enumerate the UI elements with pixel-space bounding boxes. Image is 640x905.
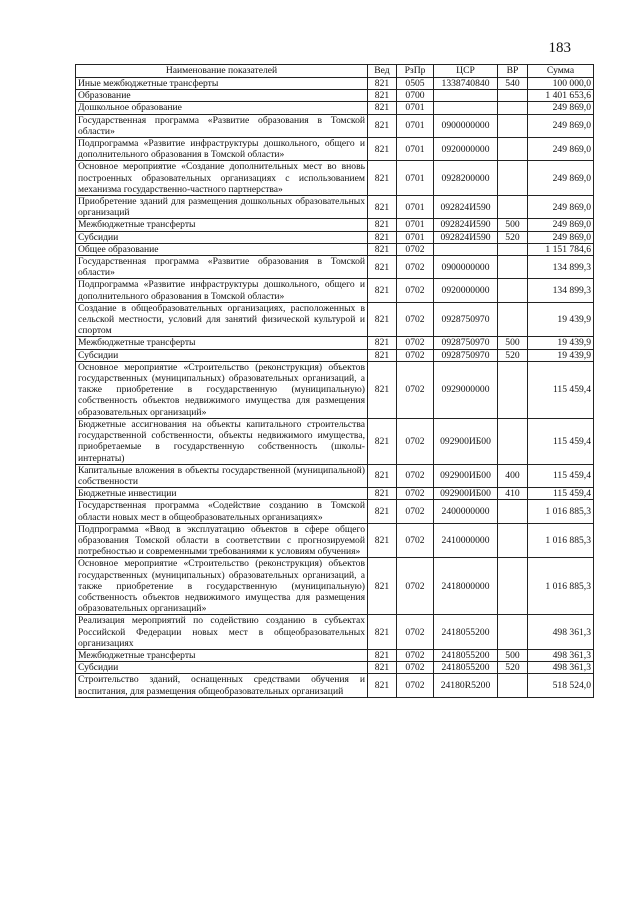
cell-rzpr: 0702 [397, 649, 434, 661]
cell-name: Подпрограмма «Развитие инфраструктуры дошкольного, общего и дополнительного образования в Томской области» [76, 279, 368, 302]
cell-vr [498, 161, 528, 196]
cell-rzpr: 0701 [397, 219, 434, 231]
cell-name: Субсидии [76, 231, 368, 243]
cell-sum: 115 459,4 [528, 464, 594, 487]
cell-ved: 821 [368, 114, 397, 137]
cell-vr [498, 102, 528, 114]
cell-sum: 115 459,4 [528, 418, 594, 464]
cell-rzpr: 0702 [397, 500, 434, 523]
cell-sum: 1 016 885,3 [528, 523, 594, 558]
cell-sum: 249 869,0 [528, 196, 594, 219]
cell-name: Основное мероприятие «Строительство (реконструкция) объектов государственных (муниципальных) образовательных организаций, а также приобретение в государственную (муниципальную) собственность объектов недвижимого имущества для размещения образовательных организаций» [76, 361, 368, 418]
cell-ved: 821 [368, 219, 397, 231]
cell-sum: 249 869,0 [528, 114, 594, 137]
cell-name: Межбюджетные трансферты [76, 649, 368, 661]
cell-rzpr: 0701 [397, 114, 434, 137]
cell-name: Капитальные вложения в объекты государственной (муниципальной) собственности [76, 464, 368, 487]
cell-rzpr: 0505 [397, 78, 434, 90]
cell-sum: 249 869,0 [528, 102, 594, 114]
cell-sum: 249 869,0 [528, 161, 594, 196]
table-row [76, 102, 594, 114]
cell-rzpr: 0700 [397, 90, 434, 102]
cell-vr: 500 [498, 649, 528, 661]
cell-csr: 2418000000 [434, 558, 498, 615]
cell-vr [498, 418, 528, 464]
cell-sum: 249 869,0 [528, 231, 594, 243]
table-row [76, 500, 594, 523]
cell-sum: 1 151 784,6 [528, 243, 594, 255]
cell-csr: 2400000000 [434, 500, 498, 523]
cell-name: Приобретение зданий для размещения дошкольных образовательных организаций [76, 196, 368, 219]
cell-csr: 092824И590 [434, 231, 498, 243]
header-ved: Вед [368, 65, 397, 78]
cell-name: Государственная программа «Содействие созданию в Томской области новых мест в общеобразовательных организациях» [76, 500, 368, 523]
cell-name: Государственная программа «Развитие образования в Томской области» [76, 114, 368, 137]
cell-vr [498, 615, 528, 650]
cell-vr [498, 523, 528, 558]
cell-rzpr: 0702 [397, 662, 434, 674]
cell-name: Образование [76, 90, 368, 102]
header-vr: ВР [498, 65, 528, 78]
cell-csr: 1338740840 [434, 78, 498, 90]
cell-vr [498, 90, 528, 102]
cell-sum: 498 361,3 [528, 649, 594, 661]
cell-rzpr: 0702 [397, 302, 434, 337]
cell-vr: 520 [498, 662, 528, 674]
cell-vr: 540 [498, 78, 528, 90]
cell-vr: 500 [498, 337, 528, 349]
cell-name: Государственная программа «Развитие образования в Томской области» [76, 256, 368, 279]
cell-csr: 0928750970 [434, 302, 498, 337]
cell-ved: 821 [368, 243, 397, 255]
cell-sum: 19 439,9 [528, 302, 594, 337]
cell-rzpr: 0701 [397, 102, 434, 114]
cell-rzpr: 0702 [397, 361, 434, 418]
budget-table [75, 64, 594, 698]
cell-sum: 249 869,0 [528, 219, 594, 231]
cell-sum: 1 401 653,6 [528, 90, 594, 102]
cell-csr: 2410000000 [434, 523, 498, 558]
cell-name: Строительство зданий, оснащенных средствами обучения и воспитания, для размещения общеобразовательных организаций [76, 674, 368, 697]
cell-csr: 092900ИБ00 [434, 418, 498, 464]
cell-name: Основное мероприятие «Строительство (реконструкция) объектов государственных (муниципальных) образовательных организаций, а также приобретение в государственную (муниципальную) собственность объектов недвижимого имущества для размещения образовательных организаций» [76, 558, 368, 615]
table-row [76, 78, 594, 90]
cell-csr: 092824И590 [434, 196, 498, 219]
table-row [76, 488, 594, 500]
cell-rzpr: 0702 [397, 243, 434, 255]
cell-vr [498, 256, 528, 279]
cell-name: Иные межбюджетные трансферты [76, 78, 368, 90]
cell-rzpr: 0702 [397, 256, 434, 279]
cell-csr [434, 102, 498, 114]
cell-ved: 821 [368, 78, 397, 90]
cell-csr [434, 243, 498, 255]
cell-sum: 115 459,4 [528, 361, 594, 418]
table-body [76, 78, 594, 698]
cell-rzpr: 0702 [397, 279, 434, 302]
cell-csr: 0928200000 [434, 161, 498, 196]
cell-ved: 821 [368, 418, 397, 464]
cell-rzpr: 0701 [397, 161, 434, 196]
cell-sum: 100 000,0 [528, 78, 594, 90]
cell-csr: 0920000000 [434, 279, 498, 302]
cell-sum: 518 524,0 [528, 674, 594, 697]
cell-csr: 24180R5200 [434, 674, 498, 697]
cell-sum: 19 439,9 [528, 337, 594, 349]
table-row [76, 418, 594, 464]
header-sum: Сумма [528, 65, 594, 78]
cell-vr [498, 279, 528, 302]
cell-name: Бюджетные ассигнования на объекты капитального строительства государственной собственности, объекты недвижимого имущества, приобретаемые в государственную собственность (школы-интернаты) [76, 418, 368, 464]
cell-ved: 821 [368, 161, 397, 196]
cell-csr: 092824И590 [434, 219, 498, 231]
cell-ved: 821 [368, 90, 397, 102]
cell-vr: 410 [498, 488, 528, 500]
cell-csr: 2418055200 [434, 615, 498, 650]
cell-sum: 249 869,0 [528, 138, 594, 161]
table-row [76, 615, 594, 650]
header-rzpr: РзПр [397, 65, 434, 78]
table-row [76, 279, 594, 302]
table-row [76, 302, 594, 337]
cell-sum: 19 439,9 [528, 349, 594, 361]
cell-ved: 821 [368, 361, 397, 418]
cell-vr: 520 [498, 349, 528, 361]
table-row [76, 256, 594, 279]
cell-ved: 821 [368, 231, 397, 243]
cell-ved: 821 [368, 464, 397, 487]
cell-csr: 0900000000 [434, 114, 498, 137]
cell-name: Межбюджетные трансферты [76, 219, 368, 231]
cell-name: Подпрограмма «Ввод в эксплуатацию объектов в сфере общего образования Томской области в соответствии с прогнозируемой потребностью и современными требованиями к условиям обучения» [76, 523, 368, 558]
table-row [76, 114, 594, 137]
cell-vr [498, 500, 528, 523]
cell-sum: 1 016 885,3 [528, 500, 594, 523]
cell-ved: 821 [368, 523, 397, 558]
table-header-row [76, 65, 594, 78]
cell-name: Подпрограмма «Развитие инфраструктуры дошкольного, общего и дополнительного образования в Томской области» [76, 138, 368, 161]
cell-ved: 821 [368, 649, 397, 661]
cell-csr: 092900ИБ00 [434, 488, 498, 500]
table-row [76, 138, 594, 161]
cell-vr: 400 [498, 464, 528, 487]
cell-name: Дошкольное образование [76, 102, 368, 114]
cell-ved: 821 [368, 488, 397, 500]
cell-rzpr: 0701 [397, 231, 434, 243]
table-row [76, 523, 594, 558]
cell-vr [498, 302, 528, 337]
table-row [76, 337, 594, 349]
cell-rzpr: 0702 [397, 488, 434, 500]
cell-ved: 821 [368, 102, 397, 114]
cell-name: Общее образование [76, 243, 368, 255]
cell-sum: 134 899,3 [528, 256, 594, 279]
table-row [76, 196, 594, 219]
table-row [76, 349, 594, 361]
cell-rzpr: 0702 [397, 464, 434, 487]
cell-ved: 821 [368, 138, 397, 161]
table-row [76, 231, 594, 243]
cell-vr: 520 [498, 231, 528, 243]
cell-ved: 821 [368, 674, 397, 697]
cell-csr: 0929000000 [434, 361, 498, 418]
cell-vr [498, 138, 528, 161]
table-row [76, 90, 594, 102]
cell-csr: 0928750970 [434, 349, 498, 361]
cell-sum: 498 361,3 [528, 615, 594, 650]
cell-vr [498, 674, 528, 697]
cell-sum: 134 899,3 [528, 279, 594, 302]
cell-name: Межбюджетные трансферты [76, 337, 368, 349]
page-number: 183 [548, 40, 571, 56]
cell-csr: 0900000000 [434, 256, 498, 279]
cell-sum: 498 361,3 [528, 662, 594, 674]
cell-ved: 821 [368, 500, 397, 523]
cell-vr [498, 196, 528, 219]
cell-csr: 2418055200 [434, 662, 498, 674]
cell-rzpr: 0702 [397, 615, 434, 650]
cell-ved: 821 [368, 615, 397, 650]
cell-ved: 821 [368, 279, 397, 302]
cell-rzpr: 0701 [397, 138, 434, 161]
table-row [76, 219, 594, 231]
cell-csr: 0920000000 [434, 138, 498, 161]
cell-vr [498, 243, 528, 255]
table-row [76, 464, 594, 487]
cell-ved: 821 [368, 337, 397, 349]
table-row [76, 662, 594, 674]
cell-ved: 821 [368, 662, 397, 674]
cell-vr [498, 361, 528, 418]
cell-rzpr: 0702 [397, 523, 434, 558]
cell-name: Субсидии [76, 662, 368, 674]
cell-rzpr: 0702 [397, 418, 434, 464]
cell-csr: 092900ИБ00 [434, 464, 498, 487]
cell-vr [498, 114, 528, 137]
cell-name: Реализация мероприятий по содействию созданию в субъектах Российской Федерации новых мест в общеобразовательных организациях [76, 615, 368, 650]
cell-name: Субсидии [76, 349, 368, 361]
cell-ved: 821 [368, 256, 397, 279]
table-row [76, 361, 594, 418]
cell-csr: 0928750970 [434, 337, 498, 349]
cell-rzpr: 0702 [397, 337, 434, 349]
cell-rzpr: 0702 [397, 674, 434, 697]
cell-vr [498, 558, 528, 615]
cell-name: Бюджетные инвестиции [76, 488, 368, 500]
cell-rzpr: 0702 [397, 558, 434, 615]
cell-sum: 115 459,4 [528, 488, 594, 500]
cell-ved: 821 [368, 302, 397, 337]
cell-ved: 821 [368, 558, 397, 615]
header-name: Наименование показателей [76, 65, 368, 78]
cell-csr [434, 90, 498, 102]
table-row [76, 243, 594, 255]
cell-name: Создание в общеобразовательных организациях, расположенных в сельской местности, условий для занятий физической культурой и спортом [76, 302, 368, 337]
cell-name: Основное мероприятие «Создание дополнительных мест во вновь построенных образовательных организациях с использованием механизма государственно-частного партнерства» [76, 161, 368, 196]
cell-vr: 500 [498, 219, 528, 231]
cell-ved: 821 [368, 196, 397, 219]
table-row [76, 649, 594, 661]
table-row [76, 558, 594, 615]
cell-ved: 821 [368, 349, 397, 361]
cell-rzpr: 0702 [397, 349, 434, 361]
header-csr: ЦСР [434, 65, 498, 78]
cell-rzpr: 0701 [397, 196, 434, 219]
cell-sum: 1 016 885,3 [528, 558, 594, 615]
cell-csr: 2418055200 [434, 649, 498, 661]
table-row [76, 674, 594, 697]
table-row [76, 161, 594, 196]
